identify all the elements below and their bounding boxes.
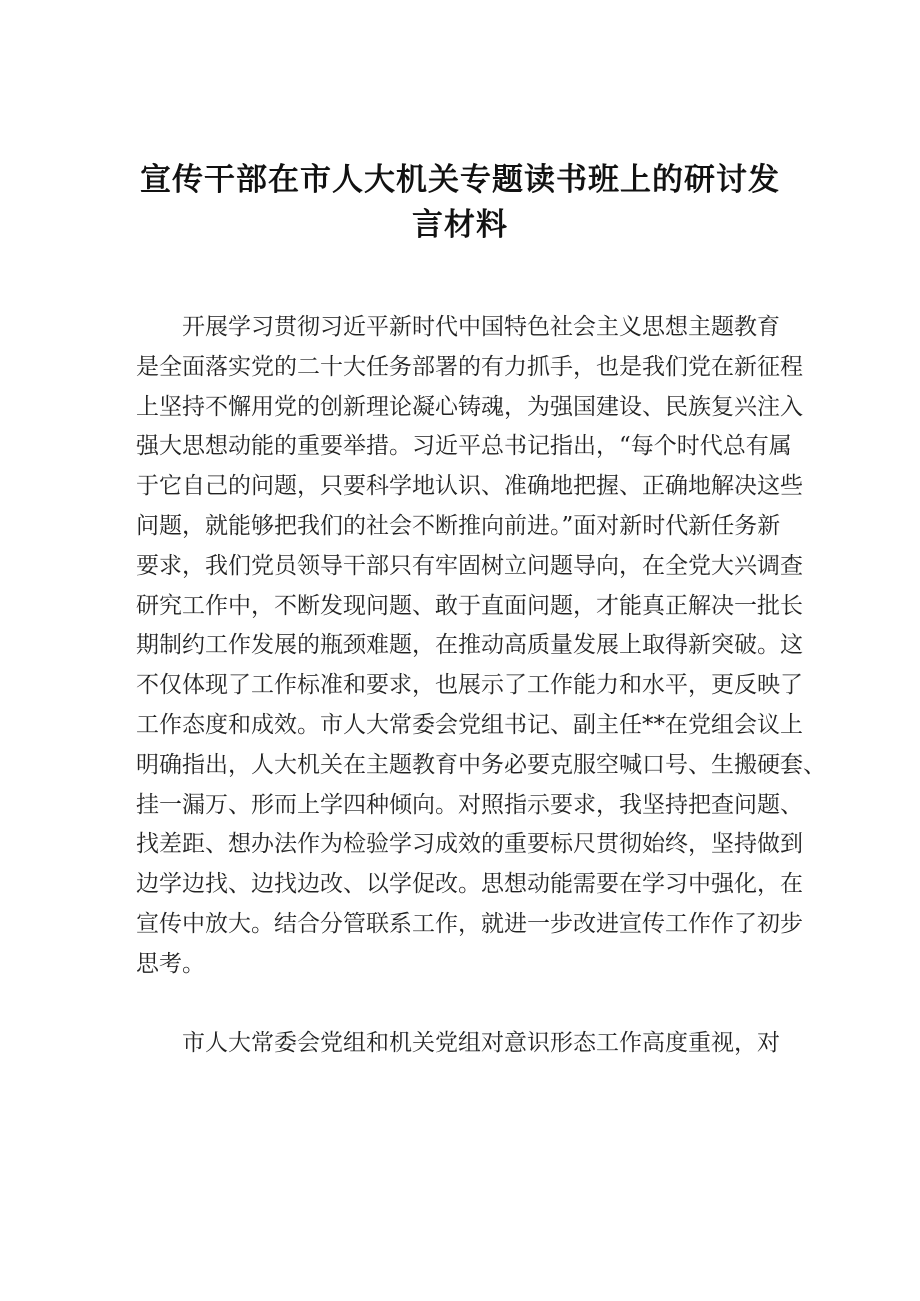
text-line: 思考。 (136, 950, 205, 977)
text-line: 边学边找、边找边改、以学促改。思想动能需要在学习中强化，在 (136, 871, 803, 898)
paragraph-2 (136, 1024, 816, 1064)
text-line: 宣传中放大。结合分管联系工作，就进一步改进宣传工作作了初步 (136, 910, 803, 937)
paragraph-1 (136, 308, 826, 985)
text-line: 于它自己的问题，只要科学地认识、准确地把握、正确地解决这些 (136, 473, 803, 500)
text-line: 期制约工作发展的瓶颈难题，在推动高质量发展上取得新突破。这 (136, 632, 803, 659)
title-line-1: 宣传干部在市人大机关专题读书班上的研讨发 (140, 162, 780, 198)
document-title (120, 158, 800, 248)
text-line: 要求，我们党员领导干部只有牢固树立问题导向，在全党大兴调查 (136, 552, 803, 579)
text-line: 市人大常委会党组和机关党组对意识形态工作高度重视，对 (182, 1030, 780, 1056)
text-line: 工作态度和成效。市人大常委会党组书记、副主任**在党组会议上 (136, 711, 803, 738)
text-line: 上坚持不懈用党的创新理论凝心铸魂，为强国建设、民族复兴注入 (136, 393, 803, 420)
text-line: 不仅体现了工作标准和要求，也展示了工作能力和水平，更反映了 (136, 672, 803, 699)
text-line: 明确指出，人大机关在主题教育中务必要克服空喊口号、生搬硬套、 (136, 751, 826, 778)
text-line: 研究工作中，不断发现问题、敢于直面问题，才能真正解决一批长 (136, 592, 803, 619)
text-line: 找差距、想办法作为检验学习成效的重要标尺贯彻始终，坚持做到 (136, 831, 803, 858)
text-line: 强大思想动能的重要举措。习近平总书记指出，“每个时代总有属 (136, 433, 792, 460)
text-line: 开展学习贯彻习近平新时代中国特色社会主义思想主题教育 (182, 314, 780, 340)
text-line: 是全面落实党的二十大任务部署的有力抓手，也是我们党在新征程 (136, 353, 803, 380)
title-line-2: 言材料 (412, 207, 508, 243)
text-line: 挂一漏万、形而上学四种倾向。对照指示要求，我坚持把查问题、 (136, 791, 803, 818)
text-line: 问题，就能够把我们的社会不断推向前进。”面对新时代新任务新 (136, 512, 781, 539)
